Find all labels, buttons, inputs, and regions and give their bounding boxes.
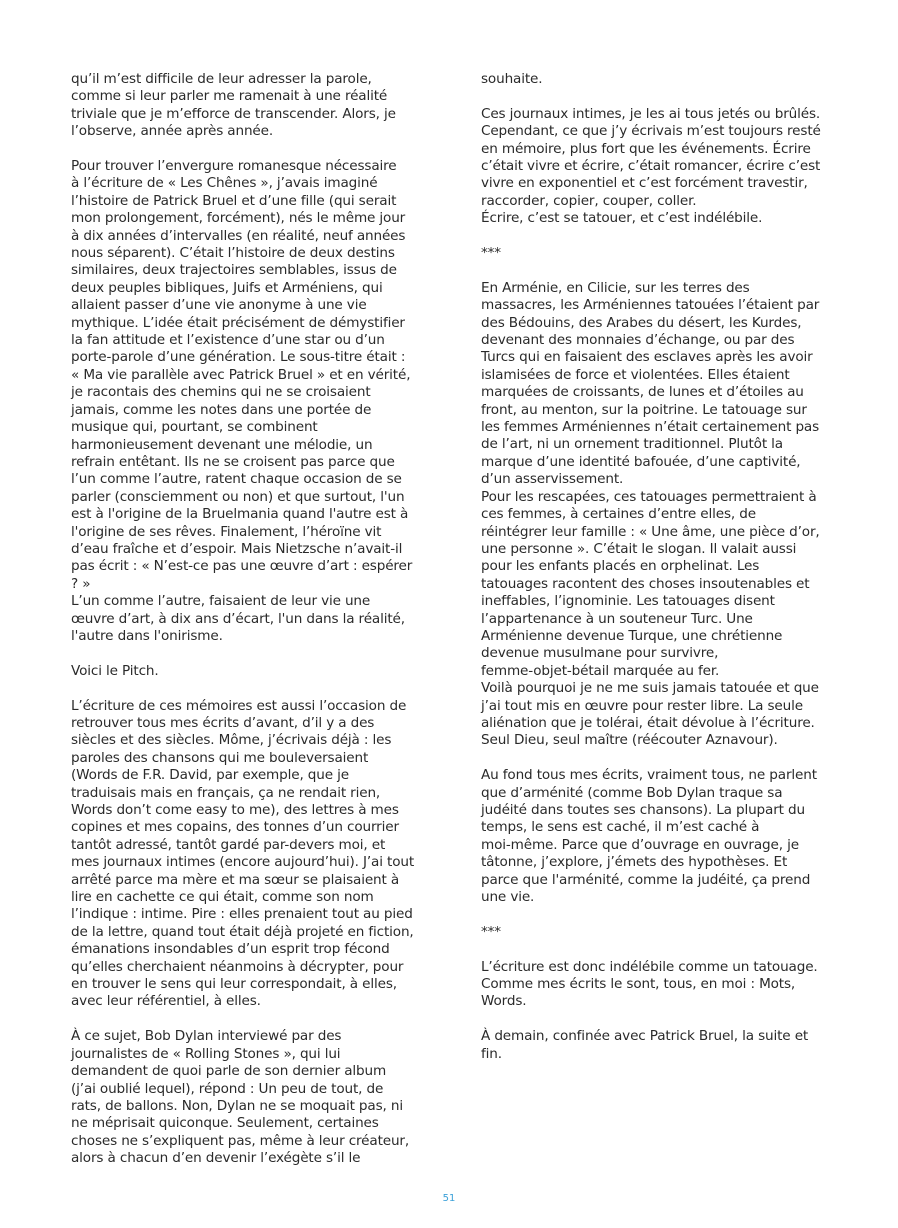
paragraph: À ce sujet, Bob Dylan interviewé par des journalistes de « Rolling Stones », qui lui demandent de quoi parle de son dernier album (j’ai oublié lequel), répond : Un peu de tout, de rats, de ballons. Non, Dylan ne se moquait pas, ni ne méprisait quiconque. Seulement, certaines choses ne s’expliquent pas, même à leur créateur, alors à chacun d’en devenir l’exégète s’il le [71,1028,410,1167]
right-text-column [481,71,829,1063]
paragraph: L’écriture est donc indélébile comme un tatouage. Comme mes écrits le sont, tous, en moi : Mots, Words. [481,958,818,1010]
paragraph: Au fond tous mes écrits, vraiment tous, ne parlent que d’arménité (comme Bob Dylan traque sa judéité dans toutes ses chansons). La plupart du temps, le sens est caché, il m’est caché à moi-même. Parce que d’ouvrage en ouvrage, je tâtonne, j’explore, j’émets des hypothèses. Et parce que l'arménité, comme la judéité, ça prend une vie. [481,767,817,906]
paragraph: Ces journaux intimes, je les ai tous jetés ou brûlés. Cependant, ce que j’y écrivais m’est toujours resté en mémoire, plus fort que les événements. Écrire c’était vivre et écrire, c’était romancer, écrire c’est vivre en exponentiel et c’est forcément travestir, raccorder, copier, couper, coller. Écrire, c’est se tatouer, et c’est indélébile. [481,105,821,227]
paragraph: En Arménie, en Cilicie, sur les terres des massacres, les Arméniennes tatouées l’étaient par des Bédouins, des Arabes du désert, les Kurdes, devenant des monnaies d’échange, ou par des Turcs qui en faisaient des esclaves après les avoir islamisées de force et violentées. Elles étaient marquées de croissants, de lunes et d’étoiles au front, au menton, sur la poitrine. Le tatouage sur les femmes Arméniennes n’était certainement pas de l’art, ni un ornement traditionnel. Plutôt la marque d’une identité bafouée, d’une captivité, d’un asservissement. Pour les rescapées, ces tatouages permettraient à ces femmes, à certaines d’entre elles, de réintégrer leur famille : « Une âme, une pièce d’or, une personne ». C’était le slogan. Il valait aussi pour les enfants placés en orphelinat. Les tatouages racontent des choses insoutenables et ineffables, l’ignominie. Les tatouages disent l’appartenance à un souteneur Turc. Une Arménienne devenue Turque, une chrétienne devenue musulmane pour survivre, femme-objet-bétail marquée au fer. Voilà pourquoi je ne me suis jamais tatouée et que j’ai tout mis en œuvre pour rester libre. La seule aliénation que je tolérai, était dévolue à l’écriture. Seul Dieu, seul maître (réécouter Aznavour). [481,279,820,749]
paragraph: À demain, confinée avec Patrick Bruel, la suite et fin. [481,1028,809,1062]
section-separator: *** [481,245,501,262]
paragraph: L’écriture de ces mémoires est aussi l’occasion de retrouver tous mes écrits d’avant, d’il y a des siècles et des siècles. Môme, j’écrivais déjà : les paroles des chansons qui me bouleversaient (Words de F.R. David, par exemple, que je traduisais mais en français, ça ne rendait rien, Words don’t come easy to me), des lettres à mes copines et mes copains, des tonnes d’un courrier tantôt adressé, tantôt gardé par-devers moi, et mes journaux intimes (encore aujourd’hui). J’ai tout arrêté parce ma mère et ma sœur se plaisaient à lire en cachette ce qui était, comme son nom l’indique : intime. Pire : elles prenaient tout au pied de la lettre, quand tout était déjà projeté en fiction, émanations insondables d’un esprit trop fécond qu’elles cherchaient néanmoins à décrypter, pour en trouver le sens qui leur correspondait, à elles, avec leur référentiel, à elles. [71,697,415,1010]
paragraph: Pour trouver l’envergure romanesque nécessaire à l’écriture de « Les Chênes », j’avais imaginé l’histoire de Patrick Bruel et d’une fille (qui serait mon prolongement, forcément), nés le même jour à dix années d’intervalles (en réalité, neuf années nous séparent). C’était l’histoire de deux destins similaires, deux trajectoires semblables, issus de deux peuples bibliques, Juifs et Arméniens, qui allaient passer d’une vie anonyme à une vie mythique. L’idée était précisément de démystifier la fan attitude et l’existence d’une star ou d’un porte-parole d’une génération. Le sous-titre était : « Ma vie parallèle avec Patrick Bruel » et en vérité, je racontais des chemins qui ne se croisaient jamais, comme les notes dans une portée de musique qui, pourtant, se combinent harmonieusement devenant une mélodie, un refrain entêtant. Ils ne se croisent pas parce que l’un comme l’autre, ratent chaque occasion de se parler (consciemment ou non) et que surtout, l'un est à l'origine de la Bruelmania quand l'autre est à l'origine de ses rêves. Finalement, l’héroïne vit d’eau fraîche et d’espoir. Mais Nietzsche n’avait-il pas écrit : « N’est-ce pas une œuvre d’art : espérer ? » L’un comme l’autre, faisaient de leur vie une œuvre d’art, à dix ans d’écart, l'un dans la réalité, l'autre dans l'onirisme. [71,158,413,644]
paragraph: qu’il m’est difficile de leur adresser la parole, comme si leur parler me ramenait à une réalité triviale que je m’efforce de transcender. Alors, je l’observe, année après année. [71,71,396,140]
section-separator: *** [481,923,501,940]
paragraph: Voici le Pitch. [71,662,159,679]
paragraph: souhaite. [481,71,543,87]
page-number: 51 [442,1193,456,1204]
left-text-column [71,71,419,1168]
